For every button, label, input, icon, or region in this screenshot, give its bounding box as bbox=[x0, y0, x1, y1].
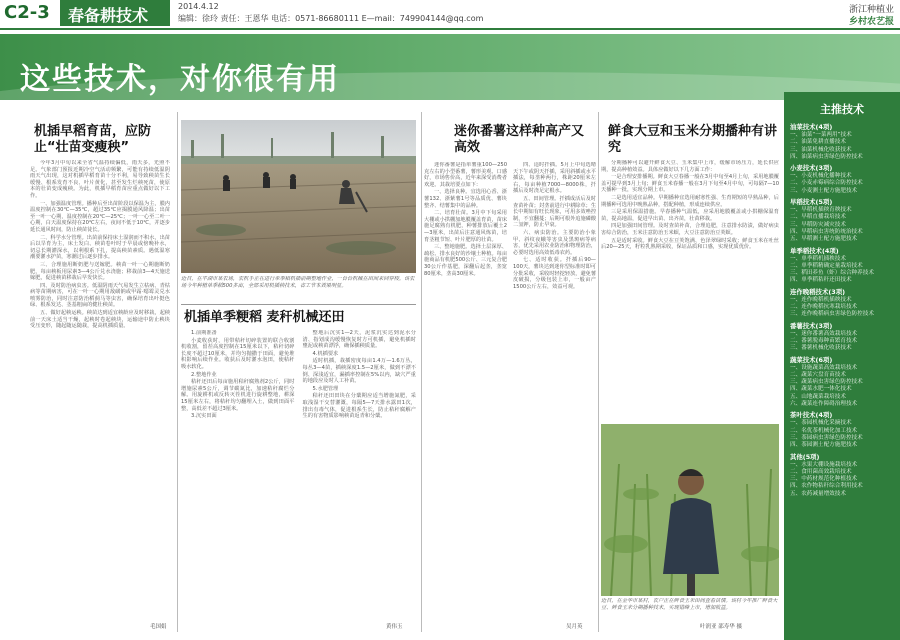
paper-name-sub: 乡村农艺报 bbox=[848, 17, 894, 27]
sidebar-item: 三、茶园病虫害绿色防控技术 bbox=[790, 434, 863, 441]
sidebar-item: 四、油菜病虫害绿色防控技术 bbox=[790, 153, 863, 160]
recommended-tech-sidebar bbox=[784, 92, 900, 640]
article4-body bbox=[601, 160, 779, 420]
sidebar-item: 五、农药减量增效技术 bbox=[790, 490, 846, 497]
sidebar-category: 蔬菜技术(6项) bbox=[790, 355, 833, 364]
sidebar-category: 单季稻技术(4项) bbox=[790, 246, 839, 255]
article-paragraph: 四、及时防治病虫害。低温阴雨天气易发生立枯病、青枯病等苗期病害，可在一叶一心期用敌磺钠或甲霜·噁霉灵兑水喷雾防治，同时注意防治稻蓟马等虫害，确保培育出叶挺色绿、根系发达、茎基粗扁的健壮秧苗。 bbox=[30, 282, 170, 309]
sidebar-item: 二、蔬菜穴盘育苗技术 bbox=[790, 371, 846, 378]
article-paragraph: 二、培育壮苗。3月中下旬采用大棚或小拱棚加地膜覆盖育苗，苗床施足腐熟有机肥，种薯排放后覆土2—3厘米，出苗后注意通风炼苗，培育茎粗节短、叶片肥厚的壮苗。 bbox=[424, 210, 508, 243]
article-paragraph: 一、加强温度管理。播种后至出苗阶段以保温为主，膜内温度控制在30℃—35℃，超过35℃应揭膜通风降温；出苗至一叶一心期，温度控制在20℃—25℃；一叶一心至二叶一心期，白天温度保持在20℃左右，夜间不低于10℃，并逐步延长通风时间，防止秧苗徒长。 bbox=[30, 200, 170, 233]
article-paragraph: 迷你番薯是指单薯重100—250克左右的小型番薯，薯形美观、口感好，市场售价高，近年来深受消费者欢迎。其栽培要点如下： bbox=[424, 162, 508, 188]
sidebar-item: 二、名优茶机械化加工技术 bbox=[790, 427, 858, 434]
article-paragraph: 二是选用适宜品种。早期播种宜选用耐寒性强、生育期短的早熟品种，后期播种可选用中晚熟品种，搭配种植，形成连续供应。 bbox=[601, 194, 779, 208]
article3-body bbox=[424, 162, 596, 620]
article-paragraph: 五、田间管理。扦插成活后及时查苗补苗；封垄前进行中耕除草；生长中期如有旺长现象，可用多效唑控制，不宜翻蔓；后期可根外追施磷酸二氢钾，防止早衰。 bbox=[513, 195, 596, 229]
article3-author: 吴月英 bbox=[566, 624, 583, 630]
page-number: C2-3 bbox=[4, 2, 50, 23]
banner bbox=[0, 34, 900, 100]
sidebar-item: 四、茶园测土配方施肥技术 bbox=[790, 442, 858, 449]
divider-line bbox=[181, 304, 416, 305]
article-paragraph: 适时机插，栽插密度每亩1.4万—1.6万丛，每丛3—4苗，插秧深度1.5—2厘米，做到不漂不倒、深浅适宜，漏插率控制在5%以内，缺穴严重的地段应及时人工补苗。 bbox=[302, 358, 416, 385]
photo1-caption: 近日，在平湖市某农场，农机手正在进行单季稻机插前期整地作业，一台台机械在田间来回穿梭。该农场今年种植单季稻500多亩，全部采用机插秧技术，省工节本效果明显。 bbox=[181, 276, 415, 289]
article-paragraph: 二、科学水分管理。出苗前保持床土湿润而不积水，出苗后以旱育为主，床土发白、秧苗卷叶时于早晨或傍晚补水，切忌长期灌深水，以利根系下扎，提高秧苗素质。遇低温寒潮要灌水护苗，寒潮过后逐步排水。 bbox=[30, 234, 170, 261]
article-paragraph: 1.前期准备 bbox=[191, 330, 217, 336]
sidebar-item: 五、山地蔬菜栽培技术 bbox=[790, 393, 846, 400]
sidebar-category: 连作晚稻技术(3项) bbox=[790, 287, 846, 296]
article-paragraph: 三是采用保温措施。早春播种气温低，应采用地膜覆盖或小拱棚保温育苗，提高地温，促进早出苗、出齐苗，壮苗移栽。 bbox=[601, 209, 779, 222]
article1-author: 毛国娟 bbox=[150, 624, 167, 630]
sidebar-item: 四、农作物秸秆综合利用技术 bbox=[790, 483, 863, 490]
sidebar-item: 一、连作晚稻机插秧技术 bbox=[790, 296, 852, 303]
sidebar-category: 小麦技术(3项) bbox=[790, 164, 833, 173]
sidebar-item: 一、早稻机插秧育秧技术 bbox=[790, 207, 852, 214]
article-paragraph: 今年3月中旬以来全省气温持续偏低，雨天多，光照不足。气象部门预报近期冷空气活动频繁，可能有持续低温阴雨天气出现，这对机插早稻育苗十分不利，易导致秧苗生长缓慢、根系发育不良、叶片黄化，甚至发生烂秧死苗，使原本的壮苗变成瘦秧。为此，机插早稻育苗应重点做好以下工作。 bbox=[30, 160, 170, 199]
article-paragraph: 4.机插要求 bbox=[312, 350, 339, 357]
sidebar-item: 二、早稻直播栽培技术 bbox=[790, 214, 846, 221]
sidebar-item: 四、单季稻秸秆还田技术 bbox=[790, 277, 852, 284]
sidebar-item: 一、设施蔬菜高效栽培技术 bbox=[790, 364, 858, 371]
sidebar-category: 番薯技术(3项) bbox=[790, 321, 833, 330]
article1-body bbox=[30, 160, 170, 620]
sidebar-category: 茶叶技术(4项) bbox=[790, 411, 833, 420]
sidebar-item: 三、早稻防灾减灾技术 bbox=[790, 221, 846, 228]
sidebar-category: 其他(5项) bbox=[790, 452, 820, 461]
sidebar-item: 六、蔬菜连作障碍治理技术 bbox=[790, 401, 858, 408]
article-paragraph: 三、合理施用断奶肥与送嫁肥。秧苗一叶一心期施断奶肥，每亩秧板用尿素3—4公斤兑水浇施；移栽前3—4天施送嫁肥，促进秧苗移栽后早发快长。 bbox=[30, 261, 170, 282]
sidebar-category: 油菜技术(4项) bbox=[790, 123, 833, 131]
article4-author: 叶润亚 邵寿华 摄 bbox=[700, 624, 742, 630]
sidebar-item: 三、油菜机械化收获技术 bbox=[790, 146, 852, 153]
sidebar-item: 一、油菜“一菜两用”技术 bbox=[790, 132, 852, 138]
sidebar-item: 三、蔬菜病虫害绿色防控技术 bbox=[790, 379, 863, 386]
sidebar-item: 三、中药材规范化种植技术 bbox=[790, 476, 858, 483]
banner-title: 这些技术，对你很有用 bbox=[20, 62, 340, 97]
sidebar-item: 三、稻田养鱼（虾）综合种养技术 bbox=[790, 270, 874, 277]
article-paragraph: 五是适时采收。鲜食大豆在豆荚饱满、色泽翠绿时采收；鲜食玉米在吐丝后20—25天，籽粒乳熟期采收，保证品质和口感，实现优质优价。 bbox=[601, 237, 779, 251]
sidebar-item: 五、早稻测土配方施肥技术 bbox=[790, 236, 858, 243]
sidebar-item: 一、小麦机械化播种技术 bbox=[790, 173, 852, 180]
sidebar-item: 二、单季稻精确定量栽培技术 bbox=[790, 262, 863, 269]
sidebar-item: 四、蔬菜水肥一体化技术 bbox=[790, 386, 852, 393]
article-paragraph: 分期播种可以避开鲜食大豆、玉米集中上市，缓解市场压力，延长供应期，提高种植效益。具体应做好以下几方面工作： bbox=[601, 160, 779, 173]
article2-body bbox=[181, 330, 416, 620]
sidebar-item: 三、番薯机械化收获技术 bbox=[790, 345, 852, 352]
column-divider bbox=[598, 112, 599, 632]
sidebar-item: 二、番薯脱毒种苗繁育技术 bbox=[790, 337, 858, 344]
article-paragraph: 整地后沉实1—2天，泥浆沉实达到泥水分清、指划成沟缓慢恢复时方可机插，避免机插时壅泥或秧苗漂浮，确保插秧质量。 bbox=[302, 330, 416, 350]
editor-info: 编辑：徐玲 责任：王恩华 电话：0571-86680111 E—mail：749904144@qq.com bbox=[178, 14, 484, 23]
sidebar-item: 一、水果大棚设施栽培技术 bbox=[790, 461, 858, 468]
article2-author: 黄伟玉 bbox=[386, 624, 403, 630]
sidebar-item: 二、小麦赤霉病综合防控技术 bbox=[790, 180, 863, 187]
article3-title: 迷你番薯这样种高产又高效 bbox=[454, 124, 585, 155]
sidebar-item: 一、茶园机械化采摘技术 bbox=[790, 420, 852, 427]
sidebar-item: 三、小麦测土配方施肥技术 bbox=[790, 187, 858, 194]
sidebar-item: 四、早稻病虫害统防统治技术 bbox=[790, 228, 863, 235]
article-paragraph: 小麦收获时，用带秸秆切碎装置的联合收割机收割，留茬高度控制在15厘米以下，秸秆切碎长度不超过10厘米，并均匀抛撒于田面，避免堆积影响后续作业。收获后及时灌水泡田，使秸秆吸水软化。 bbox=[181, 337, 295, 370]
article-paragraph: 秸秆还田后每亩施用秸秆腐熟剂2公斤，同时增施尿素5公斤，调节碳氮比，加速秸秆腐烂分解。用旋耕机或反转灭茬机进行旋耕整地，耕深15厘米左右，将秸秆均匀翻埋入土，做到田面平整，高低差不超过3厘米。 bbox=[181, 379, 295, 412]
article-paragraph: 秸秆还田田块在分蘖期应适当增施氮肥，采取浅湿干交替灌溉，每隔5—7天排水露田1次，排出有毒气体，促进根系生长，防止秸秆腐解产生的有害物质影响秧苗返青和分蘖。 bbox=[302, 393, 416, 420]
article1-title: 机插早稻育苗，应防止“壮苗变瘦秧” bbox=[34, 124, 152, 155]
column-divider bbox=[421, 112, 422, 632]
article-paragraph: 2.整地作业 bbox=[191, 371, 217, 378]
page-header bbox=[0, 0, 900, 30]
column-divider bbox=[177, 112, 178, 632]
section-title: 春备耕技术 bbox=[60, 0, 170, 26]
article-paragraph: 六、病虫防治。主要防治小象甲、斜纹夜蛾等害虫及黑斑病等病害，优先采用农业防治和物理防治，必要时选用高效低毒农药。 bbox=[513, 229, 596, 256]
sidebar-item: 一、迷你番薯高效栽培技术 bbox=[790, 330, 858, 337]
photo-field-workers bbox=[181, 120, 416, 273]
sidebar-item: 二、油菜免耕直播技术 bbox=[790, 139, 846, 146]
sidebar-category: 早稻技术(5项) bbox=[790, 198, 833, 207]
article2-title: 机插单季粳稻 麦秆机械还田 bbox=[184, 310, 345, 325]
sidebar-item: 一、单季稻机插秧技术 bbox=[790, 255, 846, 262]
article-paragraph: 四、适时扦插。5月上中旬选晴天下午或阴天扦插，采用斜插或水平插法，每垄种两行，株距20厘米左右，每亩种植7000—8000株，扦插后及时浇足定根水。 bbox=[513, 162, 596, 195]
article-paragraph: 五、做好起秧运秧。秧苗达到适宜秧龄应及时移栽，起秧前一天床土适当干燥，起秧时卷起秧块，运输途中防止秧块受压变形，随起随运随栽，提高机插质量。 bbox=[30, 310, 170, 330]
article-paragraph: 一、选择良种。宜选用心香、浙薯132、浙紫薯1号等品质优、薯块整齐、结薯集中的品种。 bbox=[424, 189, 507, 209]
photo-farmer-in-field bbox=[601, 424, 779, 596]
article-paragraph: 一是合理安排播期。鲜食大豆春播一般在3月中旬至4月上旬，采用地膜覆盖可提早到3月上旬；鲜食玉米春播一般在3月下旬至4月中旬，可每隔7—10天播种一批，实现分期上市。 bbox=[601, 174, 779, 194]
article4-title: 鲜食大豆和玉米分期播种有讲究 bbox=[608, 124, 778, 155]
photo2-caption: 近日，在金华市某村，农户正在鲜食玉米田间查看苗情。该村今年推广鲜食大豆、鲜食玉米分期播种技术，实现错峰上市，增加收益。 bbox=[601, 598, 778, 611]
sidebar-item: 二、连作晚稻抗寒栽培技术 bbox=[790, 304, 858, 311]
article-paragraph: 三、整地施肥。选择土层深厚、疏松、排水良好的沙壤土种植。每亩施商品有机肥500公斤、三元复合肥30公斤作基肥，深翻后起垄，垄宽80厘米，垄高30厘米。 bbox=[424, 244, 508, 277]
sidebar-item: 三、连作晚稻病虫害绿色防控技术 bbox=[790, 311, 874, 318]
article-paragraph: 七、适时收获。扦插后90—100天，薯块达到迷你型标准时即可分批采收，采收时轻挖轻放，避免薯皮破损，分级包装上市，一般亩产1500公斤左右，效益可观。 bbox=[513, 257, 596, 290]
paper-name: 浙江种植业 bbox=[848, 5, 894, 15]
article-paragraph: 3.沉实田面 bbox=[191, 413, 217, 420]
sidebar-title: 主推技术 bbox=[820, 103, 864, 116]
article-paragraph: 5.水肥管理 bbox=[312, 385, 339, 392]
article-paragraph: 四是加强田间管理。及时查苗补苗，合理追肥，注意排水防渍，做好病虫害综合防治，玉米注意防治玉米螟，大豆注意防治豆荚螟。 bbox=[601, 223, 779, 236]
issue-date: 2014.4.12 bbox=[178, 2, 219, 11]
sidebar-item: 二、食用菌高效栽培技术 bbox=[790, 468, 852, 475]
